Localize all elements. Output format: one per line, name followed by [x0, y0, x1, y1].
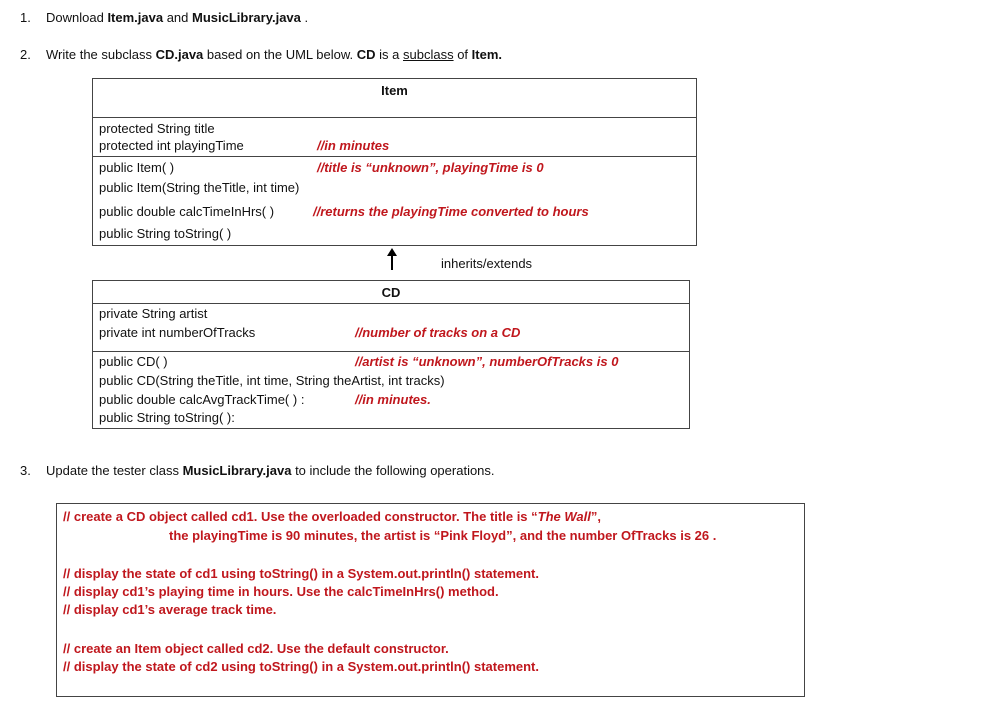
- item-method-default-ctor: public Item( ): [99, 160, 175, 175]
- step-3: 3. Update the tester class MusicLibrary.java to include the following operations.: [20, 463, 495, 478]
- tester-instructions-box: [56, 503, 805, 697]
- instruction-create-cd1-details: the playingTime is 90 minutes, the artist is “Pink Floyd”, and the number OfTracks is 26 .: [169, 528, 717, 543]
- item-method-calctimeinhrs-comment: //returns the playingTime converted to hours: [313, 204, 589, 219]
- step-number: 1.: [20, 10, 31, 25]
- inheritance-label: inherits/extends: [441, 256, 533, 271]
- instruction-display-cd1-hours: // display cd1’s playing time in hours. Use the calcTimeInHrs() method.: [63, 584, 499, 599]
- divider: [93, 156, 696, 157]
- cd-method-overloaded-ctor: public CD(String theTitle, int time, String theArtist, int tracks): [99, 373, 445, 388]
- cd-method-default-ctor: public CD( ): [99, 354, 168, 369]
- cd-method-tostring: public String toString( ):: [99, 410, 235, 425]
- cd-field-artist: private String artist: [99, 306, 208, 321]
- divider: [93, 351, 689, 352]
- item-field-playingtime: protected int playingTime: [99, 138, 244, 153]
- item-uml-box: [92, 78, 697, 246]
- item-field-playingtime-comment: //in minutes: [317, 138, 390, 153]
- cd-field-numberoftracks-comment: //number of tracks on a CD: [355, 325, 521, 340]
- cd-field-numberoftracks: private int numberOfTracks: [99, 325, 256, 340]
- cd-method-default-ctor-comment: //artist is “unknown”, numberOfTracks is 0: [355, 354, 619, 369]
- item-class-name: Item: [381, 83, 408, 98]
- item-method-tostring: public String toString( ): [99, 226, 232, 241]
- cd-uml-box: [92, 280, 690, 429]
- instruction-display-cd2-state: // display the state of cd2 using toString() in a System.out.println() statement.: [63, 659, 539, 674]
- cd-class-name: CD: [381, 285, 401, 300]
- instruction-create-cd1: // create a CD object called cd1. Use the overloaded constructor. The title is “The Wall”,: [63, 509, 601, 524]
- cd-method-calcavgtracktime: public double calcAvgTrackTime( ) :: [99, 392, 305, 407]
- instruction-display-cd1-state: // display the state of cd1 using toString() in a System.out.println() statement.: [63, 566, 539, 581]
- divider: [93, 303, 689, 304]
- inheritance-arrow-shaft: [391, 255, 393, 270]
- divider: [93, 117, 696, 118]
- item-method-calctimeinhrs: public double calcTimeInHrs( ): [99, 204, 275, 219]
- cd-method-calcavgtracktime-comment: //in minutes.: [355, 392, 431, 407]
- step-number: 2.: [20, 47, 31, 62]
- step-number: 3.: [20, 463, 31, 478]
- item-method-default-ctor-comment: //title is “unknown”, playingTime is 0: [317, 160, 544, 175]
- step-2: 2. Write the subclass CD.java based on the UML below. CD is a subclass of Item.: [20, 47, 502, 62]
- item-method-overloaded-ctor: public Item(String theTitle, int time): [99, 180, 300, 195]
- item-field-title: protected String title: [99, 121, 215, 136]
- instruction-create-cd2: // create an Item object called cd2. Use the default constructor.: [63, 641, 449, 656]
- step-1: 1. Download Item.java and MusicLibrary.java .: [20, 10, 309, 25]
- instruction-display-cd1-avg: // display cd1’s average track time.: [63, 602, 277, 617]
